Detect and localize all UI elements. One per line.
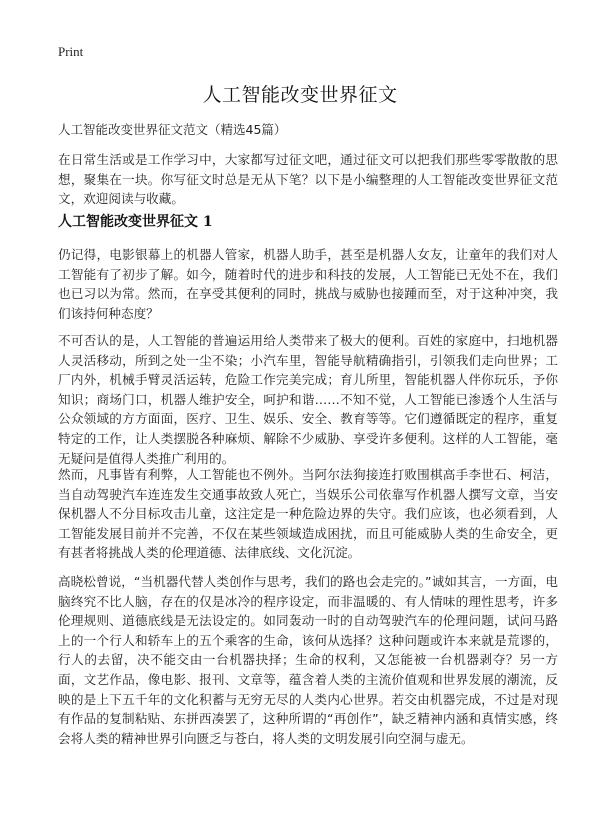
body-paragraph-2: 不可否认的是，人工智能的普遍运用给人类带来了极大的便利。百姓的家庭中，扫地机器人灵活移动，所到之处一尘不染；小汽车里，智能导航精确指引，引领我们走向世界；工厂内外，机械手臂灵活运转，危险工作完美完成；育儿所里，智能机器人伴你玩乐，予你知识；商场门口，机器人维护安全，呵护和谐……不知不觉，人工智能已渗透个人生活与公众领域的方方面面，医疗、卫生、娱乐、安全、教育等等。它们遵循既定的程序，重复特定的工作，让人类摆脱各种麻烦、解除不少威胁、享受许多便利。这样的人工智能，毫无疑问是值得人类推广利用的。	[58, 333, 558, 466]
document-title: 人工智能改变世界征文	[202, 84, 398, 106]
body-paragraph-3: 然而，凡事皆有利弊，人工智能也不例外。当阿尔法狗接连打败围棋高手李世石、柯洁，当自动驾驶汽车连连发生交通事故致人死亡，当娱乐公司依靠写作机器人撰写文章，当安保机器人不分目标攻击儿童，这注定是一种危险边界的失守。我们应该，也必须看到，人工智能发展目前并不完善，不仅在某些领域造成困扰，而且可能威胁人类的生命安全，更有甚者将挑战人类的伦理道德、法律底线、文化沉淀。	[58, 467, 558, 561]
body-paragraph-1: 仍记得，电影银幕上的机器人管家，机器人助手，甚至是机器人女友，让童年的我们对人工智能有了初步了解。如今，随着时代的进步和科技的发展，人工智能已无处不在，我们也已习以为常。然而，在享受其便利的同时，挑战与威胁也接踵而至，对于这种冲突，我们该持何种态度？	[58, 247, 558, 321]
print-link[interactable]: Print	[58, 44, 84, 59]
section-heading: 人工智能改变世界征文 1	[58, 214, 213, 230]
intro-paragraph: 在日常生活或是工作学习中，大家都写过征文吧，通过征文可以把我们那些零零散散的思想，聚集在一块。你写征文时总是无从下笔？以下是小编整理的人工智能改变世界征文范文，欢迎阅读与收藏。	[58, 152, 558, 207]
document-subtitle: 人工智能改变世界征文范文（精选45篇）	[58, 122, 287, 137]
body-paragraph-4: 高晓松曾说，“当机器代替人类创作与思考，我们的路也会走完的。”诚如其言，一方面，电脑终究不比人脑，存在的仅是冰冷的程序设定，而非温暖的、有人情味的理性思考，许多伦理规则、道德底线是无法设定的。如同轰动一时的自动驾驶汽车的伦理问题，试问马路上的一个行人和轿车上的五个乘客的生命，该何从选择？这种问题或许本来就是荒谬的，行人的去留，决不能交由一台机器抉择；生命的权利，又怎能被一台机器剥夺？另一方面，文艺作品，像电影、报刊、文章等，蕴含着人类的主流价值观和世界发展的潮流，反映的是上下五千年的文化积蓄与无穷无尽的人类内心世界。若交由机器完成，不过是对现有作品的复制粘贴、东拼西凑罢了，这种所谓的“再创作”，缺乏精神内涵和真情实感，终会将人类的精神世界引向匮乏与苍白，将人类的文明发展引向空洞与虚无。	[58, 574, 558, 746]
